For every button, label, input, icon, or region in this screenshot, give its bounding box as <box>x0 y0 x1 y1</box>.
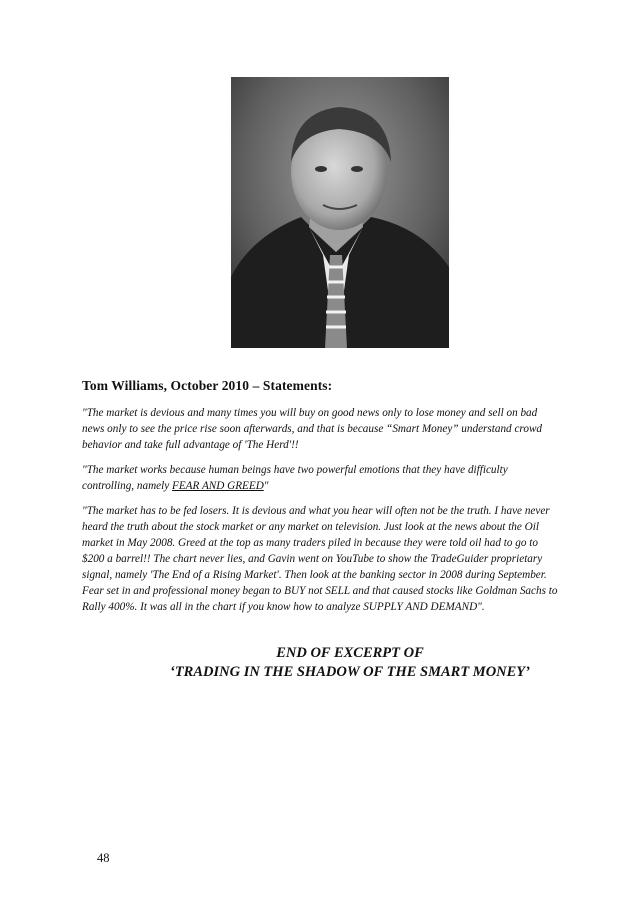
excerpt-line-1: END OF EXCERPT OF <box>276 645 424 661</box>
quote-fear-and-greed-text: "The market works because human beings have two powerful emotions that they have difficulty controlling, namely <box>82 464 508 492</box>
quote-herd: "The market is devious and many times you will buy on good news only to lose money and sell on bad news only to see the price rise soon afterwards, and that is because “Smart Money” understand crowd behavior and take full advantage of 'The Herd'!! <box>82 407 542 451</box>
page-number: 48 <box>97 851 110 865</box>
statements-heading: Tom Williams, October 2010 – Statements: <box>82 378 333 393</box>
quote-fed-losers: "The market has to be fed losers. It is devious and what you hear will often not be the truth. I have never heard the truth about the stock market or any market on television. Just look at the news about the Oil market in May 2008. Greed at the top as many traders piled in because they were told oil had to go to $200 a barrel!! The chart never lies, and Gavin went on YouTube to show the TradeGuider proprietary signal, namely 'The End of a Rising Market'. Then look at the banking sector in 2008 during September. Fear set in and professional money began to BUY not SELL and that caused stocks like Goldman Sachs to Rally 400%. It was all in the chart if you know how to analyze SUPPLY AND DEMAND". <box>82 505 558 613</box>
quote-fear-and-greed-end: " <box>263 480 269 492</box>
portrait-photo <box>231 77 449 348</box>
fear-and-greed-underlined: FEAR AND GREED <box>172 480 264 492</box>
excerpt-title: ‘TRADING IN THE SHADOW OF THE SMART MONEY’ <box>169 664 530 680</box>
portrait-image <box>231 77 449 348</box>
quote-fear-and-greed <box>82 462 562 494</box>
